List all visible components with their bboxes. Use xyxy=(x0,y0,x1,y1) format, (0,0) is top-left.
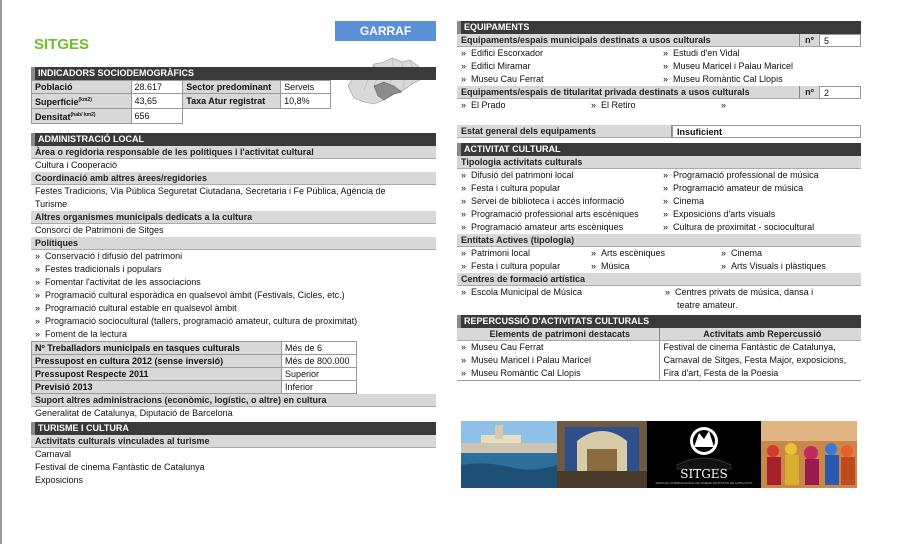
list-item-empty xyxy=(717,99,757,112)
photo-museum-interior xyxy=(557,421,647,488)
list-item: » Estudi d'en Vidal xyxy=(659,47,861,60)
altres-value: Consorci de Patrimoni de Sitges xyxy=(35,225,164,235)
municipal-count-row xyxy=(457,34,861,47)
centres-list xyxy=(457,286,861,312)
coord-value-2: Turisme xyxy=(35,199,68,209)
politiques-list xyxy=(31,250,436,341)
list-item: » Museu Cau Ferrat xyxy=(457,341,659,354)
list-item: » Difusió del patrimoni local xyxy=(457,169,659,182)
list-item: » El Prado xyxy=(457,99,587,112)
list-item: » Edifici Escorxador xyxy=(457,47,659,60)
tipologia-list xyxy=(457,169,861,234)
stat-label: Nº Treballadors municipals en tasques culturals xyxy=(32,342,282,355)
sector-label: Sector predominant xyxy=(183,81,281,94)
list-item: » Conservació i difusió del patrimoni xyxy=(31,250,436,263)
photo-strip xyxy=(461,421,857,488)
logo-text: SITGES xyxy=(680,467,728,481)
turisme-header: TURISME I CULTURA xyxy=(31,422,436,435)
privada-list xyxy=(457,99,861,112)
list-item: » Festes tradicionals i populars xyxy=(31,263,436,276)
list-item: » El Retiro xyxy=(587,99,717,112)
altres-label: Altres organismes municipals dedicats a la cultura xyxy=(31,211,436,224)
municipal-label: Equipaments/espais municipals destinats a usos culturals xyxy=(457,34,800,47)
list-item: » Edifici Miramar xyxy=(457,60,659,73)
list-item: » Museu Romàntic Cal Llopis xyxy=(457,367,659,380)
list-item: » Programació professional arts escèniques xyxy=(457,208,659,221)
superficie-label: Superfície$^{(km2)}$ xyxy=(32,94,132,109)
taxa-value: 10,8% xyxy=(281,94,331,109)
stat-label: Pressupost en cultura 2012 (sense inversió) xyxy=(32,355,282,368)
list-item: » Cinema xyxy=(717,247,861,260)
estat-label: Estat general dels equipaments xyxy=(457,125,672,138)
admin-header: ADMINISTRACIÓ LOCAL xyxy=(31,133,436,146)
list-item: » Cinema xyxy=(659,195,861,208)
list-item: » Servei de biblioteca i accés informació xyxy=(457,195,659,208)
list-item: Carnaval de Sitges, Festa Major, exposicions, xyxy=(663,355,847,365)
superficie-value: 43,65 xyxy=(131,94,183,109)
suport-label: Suport altres administracions (econòmic, logístic, o altre) en cultura xyxy=(31,394,436,407)
stat-label: Previsió 2013 xyxy=(32,381,282,394)
repercussio-head-row xyxy=(457,328,861,341)
list-item: Carnaval xyxy=(35,449,72,459)
list-item: » Programació cultural esporàdica en qualsevol àmbit (Festivals, Cicles, etc.) xyxy=(31,289,436,302)
n-label: nº xyxy=(800,34,819,47)
centres-label: Centres de formació artística xyxy=(457,273,861,286)
list-item: » Museu Maricel i Palau Maricel xyxy=(457,354,659,367)
equip-header: EQUIPAMENTS xyxy=(457,21,861,34)
estat-row xyxy=(457,125,861,138)
photo-festival-logo xyxy=(647,421,761,488)
list-item-continued: teatre amateur. xyxy=(677,300,738,310)
photo-carnival xyxy=(761,421,857,488)
stat-value: Superior xyxy=(282,368,357,381)
area-label: Àrea o regidoria responsable de les polítiques i l'activitat cultural xyxy=(31,146,436,159)
list-item: » Programació professional de música xyxy=(659,169,861,182)
n-label: nº xyxy=(800,86,819,99)
sector-value: Serveis xyxy=(281,81,331,94)
municipal-list xyxy=(457,47,861,86)
activitat-header: ACTIVITAT CULTURAL xyxy=(457,143,861,156)
left-border xyxy=(0,0,2,544)
list-item: Festival de cinema Fantàstic de Catalunya xyxy=(35,462,205,472)
photo-seaside xyxy=(461,421,557,488)
entitats-label: Entitats Actives (tipologia) xyxy=(457,234,861,247)
list-item: » Arts escèniques xyxy=(587,247,717,260)
estat-value: Insuficient xyxy=(672,125,861,138)
stat-value: Més de 6 xyxy=(282,342,357,355)
municipal-count: 5 xyxy=(819,34,861,47)
list-item: » Foment de la lectura xyxy=(31,328,436,341)
stat-value: Inferior xyxy=(282,381,357,394)
list-item: » Escola Municipal de Música xyxy=(457,286,661,299)
list-item: » Cultura de proximitat - sociocultural xyxy=(659,221,861,234)
privada-count-row xyxy=(457,86,861,99)
list-item: » Museu Romàntic Cal Llopis xyxy=(659,73,861,86)
left-column xyxy=(31,67,436,487)
coord-label: Coordinació amb altres àrees/regidories xyxy=(31,172,436,185)
poblacio-value: 28.617 xyxy=(131,81,183,94)
admin-stats-table xyxy=(31,341,436,394)
privada-label: Equipaments/espais de titularitat privada destinats a usos culturals xyxy=(457,86,800,99)
repercussio-list xyxy=(457,341,861,381)
list-item: » Programació sociocultural (tallers, programació amateur, cultura de proximitat) xyxy=(31,315,436,328)
list-item: Festival de cinema Fantàstic de Catalunya, xyxy=(663,342,836,352)
entitats-list xyxy=(457,247,861,273)
socio-header: INDICADORS SOCIODEMOGRÀFICS xyxy=(31,67,436,80)
list-item: » Programació cultural estable en qualsevol àmbit xyxy=(31,302,436,315)
list-item: » Centres privats de música, dansa i xyxy=(661,286,861,299)
right-column xyxy=(457,21,861,381)
list-item: » Programació amateur arts escèniques xyxy=(457,221,659,234)
list-item: » Museu Maricel i Palau Maricel xyxy=(659,60,861,73)
list-item: » Festa i cultura popular xyxy=(457,260,587,273)
taxa-label: Taxa Atur registrat xyxy=(183,94,281,109)
coord-value-1: Festes Tradicions, Via Pública Seguretat Ciutadana, Secretaria i Fe Pública, Agència de xyxy=(35,186,386,196)
poblacio-label: Població xyxy=(32,81,132,94)
suport-value: Generalitat de Catalunya, Diputació de Barcelona xyxy=(35,408,233,418)
densitat-label: Densitat$^{(hab/ km2)}$ xyxy=(32,109,132,124)
repercussio-header: REPERCUSSIÓ D'ACTIVITATS CULTURALS xyxy=(457,315,861,328)
privada-count: 2 xyxy=(819,86,861,99)
turisme-label: Activitats culturals vinculades al turisme xyxy=(31,435,436,448)
list-item: Fira d'art, Festa de la Poesia xyxy=(663,368,779,378)
list-item: Exposicions xyxy=(35,475,84,485)
comarca-badge: GARRAF xyxy=(335,21,436,41)
logo-subtext: FESTIVAL INTERNACIONAL DE CINEMA FANTÀSTIC DE CATALUNYA xyxy=(655,481,753,485)
list-item: » Exposicions d'arts visuals xyxy=(659,208,861,221)
stat-value: Més de 800.000 xyxy=(282,355,357,368)
politiques-label: Polítiques xyxy=(31,237,436,250)
socio-table xyxy=(31,80,331,124)
list-item: » Festa i cultura popular xyxy=(457,182,659,195)
list-item: » Arts Visuals i plàstiques xyxy=(717,260,861,273)
area-value: Cultura i Cooperació xyxy=(35,160,118,170)
list-item: » Museu Cau Ferrat xyxy=(457,73,659,86)
list-item: » Música xyxy=(587,260,717,273)
densitat-value: 656 xyxy=(131,109,183,124)
tipologia-label: Tipologia activitats culturals xyxy=(457,156,861,169)
list-item: » Programació amateur de música xyxy=(659,182,861,195)
stat-label: Pressupost Respecte 2011 xyxy=(32,368,282,381)
list-item: » Fomentar l'activitat de les associacions xyxy=(31,276,436,289)
list-item: » Patrimoni local xyxy=(457,247,587,260)
municipality-title: SITGES xyxy=(34,36,90,53)
activitats-label: Activitats amb Repercussió xyxy=(660,328,862,341)
elements-label: Elements de patrimoni destacats xyxy=(457,328,660,341)
